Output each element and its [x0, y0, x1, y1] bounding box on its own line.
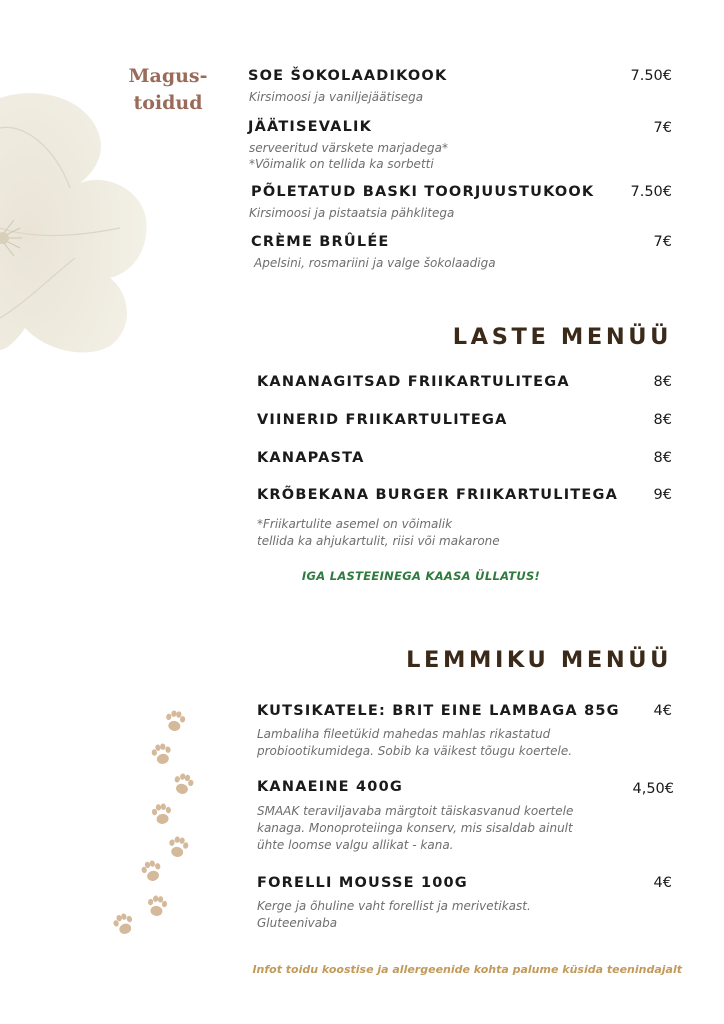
menu-item-price: 7.50€	[630, 68, 672, 84]
paw-print-icons	[105, 700, 215, 945]
menu-item-name: KANANAGITSAD FRIIKARTULITEGA	[257, 374, 570, 390]
menu-item-description: Kirsimoosi ja pistaatsia pähklitega	[249, 206, 455, 220]
menu-item-description: Apelsini, rosmariini ja valge šokolaadiga	[254, 256, 496, 270]
kids-menu-heading: LASTE MENÜÜ	[452, 324, 672, 350]
menu-item-price: 4,50€	[632, 781, 674, 797]
menu-item-description: serveeritud värskete marjadega*	[249, 141, 448, 155]
menu-item-description: *Võimalik on tellida ka sorbetti	[249, 157, 434, 171]
menu-item-name: CRÈME BRÛLÉE	[251, 234, 390, 250]
flower-illustration	[0, 88, 150, 358]
menu-item-name: KANAPASTA	[257, 450, 365, 466]
menu-item-description: Gluteenivaba	[257, 916, 338, 930]
menu-item-description: probiootikumidega. Sobib ka väikest tõugu koertele.	[257, 744, 573, 758]
menu-item-price: 7€	[653, 120, 672, 136]
menu-item-description: Lambaliha fileetükid mahedas mahlas rikastatud	[257, 727, 551, 741]
allergen-footer-note: Infot toidu koostise ja allergeenide kohta palume küsida teenindajalt	[252, 963, 682, 976]
menu-item-description: Kerge ja õhuline vaht forellist ja merivetikast.	[257, 899, 531, 913]
menu-item-price: 7€	[653, 234, 672, 250]
menu-item-name: KRÕBEKANA BURGER FRIIKARTULITEGA	[257, 487, 619, 503]
pet-menu-heading: LEMMIKU MENÜÜ	[406, 647, 672, 673]
kids-menu-note: *Friikartulite asemel on võimalik	[257, 517, 453, 531]
menu-item-name: PÕLETATUD BASKI TOORJUUSTUKOOK	[251, 184, 595, 200]
menu-item-name: KANAEINE 400G	[257, 779, 403, 795]
menu-item-price: 7.50€	[630, 184, 672, 200]
desserts-title-line1: Magus-	[128, 65, 208, 87]
menu-item-price: 9€	[653, 487, 672, 503]
menu-item-description: ühte loomse valgu allikat - kana.	[257, 838, 454, 852]
menu-item-description: SMAAK teraviljavaba märgtoit täiskasvanud koertele	[257, 804, 574, 818]
menu-item-name: JÄÄTISEVALIK	[248, 119, 373, 135]
menu-item-name: SOE ŠOKOLAADIKOOK	[248, 68, 448, 84]
menu-item-description: kanaga. Monoproteiinga konserv, mis sisaldab ainult	[257, 821, 573, 835]
menu-item-price: 4€	[653, 875, 672, 891]
menu-item-price: 4€	[653, 703, 672, 719]
menu-item-name: KUTSIKATELE: BRIT EINE LAMBAGA 85G	[257, 703, 620, 719]
menu-item-description: Kirsimoosi ja vaniljejäätisega	[249, 90, 424, 104]
menu-item-name: FORELLI MOUSSE 100G	[257, 875, 468, 891]
menu-item-price: 8€	[653, 450, 672, 466]
desserts-title-line2: toidud	[133, 92, 203, 114]
kids-menu-promo: IGA LASTEEINEGA KAASA ÜLLATUS!	[301, 569, 541, 583]
kids-menu-note: tellida ka ahjukartulit, riisi või makarone	[257, 534, 500, 548]
desserts-title	[118, 63, 218, 117]
menu-item-price: 8€	[653, 374, 672, 390]
menu-item-price: 8€	[653, 412, 672, 428]
menu-item-name: VIINERID FRIIKARTULITEGA	[257, 412, 508, 428]
